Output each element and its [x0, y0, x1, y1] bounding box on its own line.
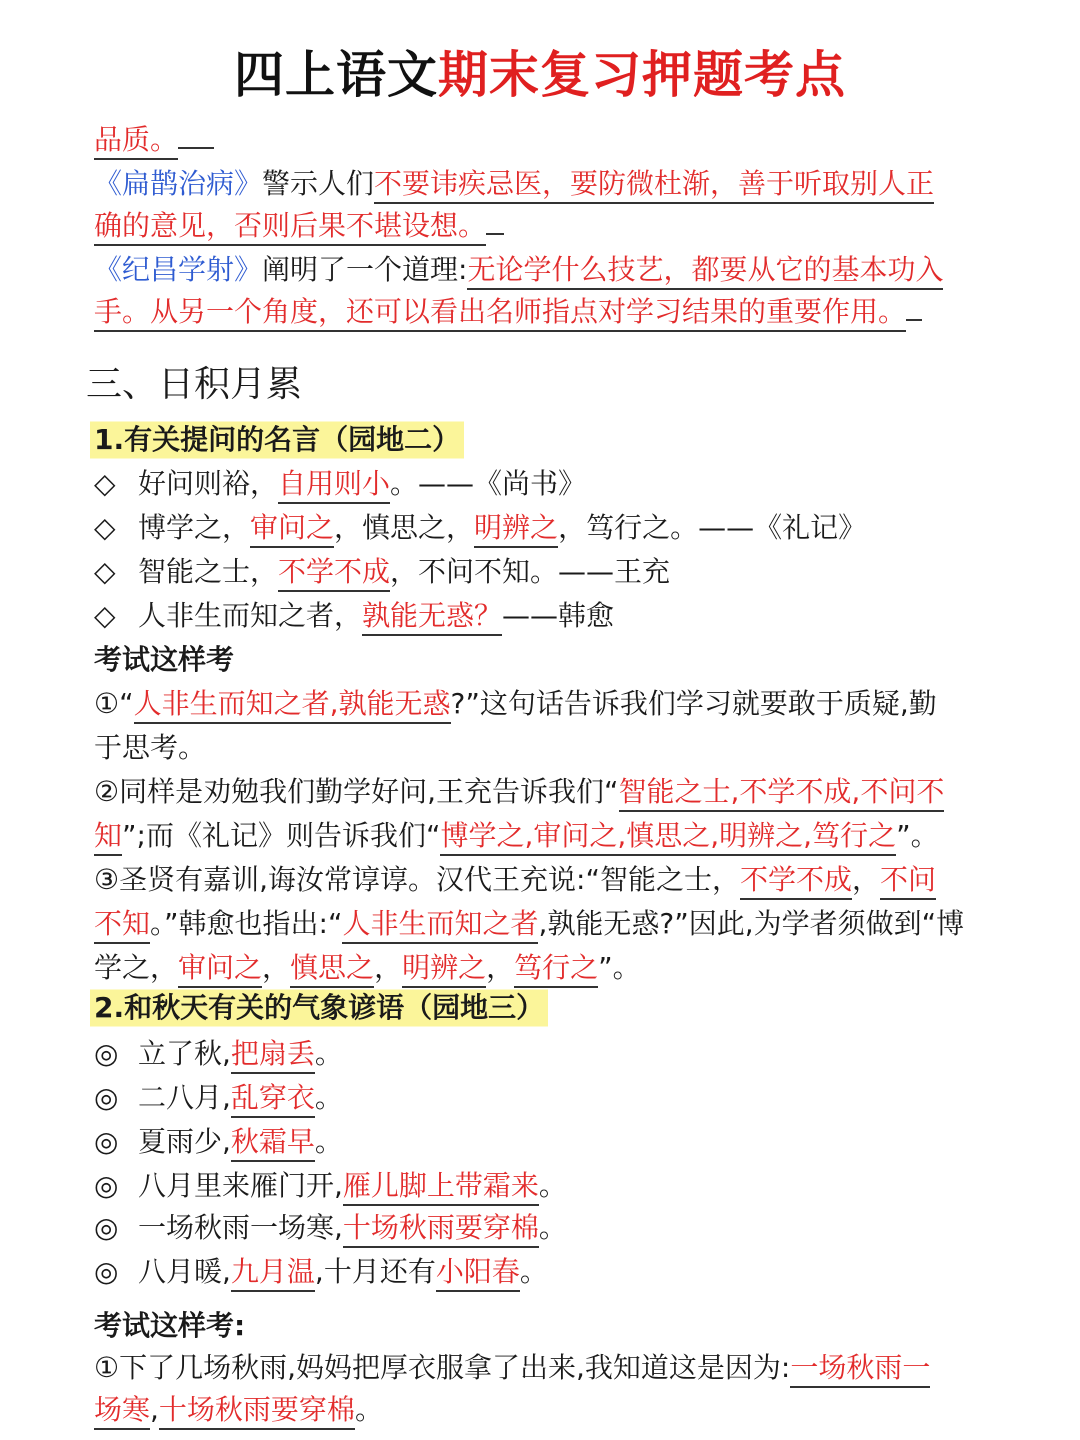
answer-text: 明辨之	[402, 951, 486, 988]
circle-icon: ◎	[94, 1125, 119, 1158]
top-line-4	[94, 248, 943, 292]
diamond-icon: ◇	[94, 599, 116, 632]
proverb-row-1	[94, 1032, 343, 1076]
exam1-q2-line2	[94, 814, 939, 858]
text-segment: 博学之，	[138, 511, 251, 544]
exam1-q3-line3	[94, 946, 641, 990]
circle-icon: ◎	[94, 1169, 119, 1202]
page-title	[0, 40, 1080, 110]
answer-text: 一场秋雨一	[790, 1351, 930, 1388]
subheading-2: 2.和秋天有关的气象谚语（园地三）	[90, 986, 548, 1030]
section-heading: 三、日积月累	[86, 364, 303, 405]
text-segment: ”。	[598, 951, 641, 984]
text-segment: 。	[314, 1037, 343, 1070]
answer-text: 人非生而知之者	[342, 907, 538, 944]
circle-icon: ◎	[94, 1255, 119, 1288]
diamond-icon: ◇	[94, 467, 116, 500]
answer-text: 确的意见，否则后果不堪设想。	[94, 209, 486, 246]
top-line-2	[94, 162, 934, 206]
text-segment: ②同样是劝勉我们勤学好问,王充告诉我们“	[94, 775, 619, 808]
proverb-row-5	[94, 1206, 567, 1250]
title-part2: 期末复习押题考点	[438, 46, 846, 104]
text-segment: ,十月还有	[314, 1255, 436, 1288]
answer-text: 不学不成	[278, 555, 390, 592]
text-segment: ，	[262, 951, 291, 984]
answer-text: 雁儿脚上带霜来	[343, 1169, 539, 1206]
answer-text: 乱穿衣	[231, 1081, 315, 1118]
answer-text: 手。从另一个角度，还可以看出名师指点对学习结果的重要作用。	[94, 295, 906, 332]
text-segment: ，	[851, 863, 880, 896]
text-segment: 阐明了一个道理:	[262, 253, 468, 286]
text-segment: 。	[354, 1393, 383, 1426]
top-line-5	[94, 290, 922, 334]
title-part1: 四上语文	[234, 46, 438, 104]
text-segment: 学之，	[94, 951, 179, 984]
proverb-row-2	[94, 1076, 343, 1120]
text-segment: ”。	[896, 819, 939, 852]
text-segment: 《纪昌学射》	[94, 253, 263, 286]
text-segment: ，不问不知。——王充	[390, 555, 671, 588]
text-segment: ③圣贤有嘉训,诲汝常谆谆。汉代王充说:“智能之士，	[94, 863, 740, 896]
answer-text: 笃行之	[514, 951, 598, 988]
proverb-row-6	[94, 1250, 548, 1294]
text-segment: 好问则裕，	[138, 467, 279, 500]
answer-text: 不问	[880, 863, 936, 900]
exam2-q1-line2	[94, 1388, 383, 1432]
text-segment: 。	[519, 1255, 548, 1288]
answer-text: 不学不成	[740, 863, 852, 900]
circle-icon: ◎	[94, 1037, 119, 1070]
exam-label-2: 考试这样考:	[94, 1309, 246, 1342]
proverb-row-4	[94, 1164, 567, 1208]
text-segment: 。”韩愈也指出:“	[150, 907, 343, 940]
exam-label-1: 考试这样考	[94, 643, 235, 676]
exam1-q1-line2	[94, 726, 206, 770]
answer-text: 无论学什么技艺，都要从它的基本功入	[467, 253, 943, 290]
answer-text: 不知	[94, 907, 150, 944]
text-segment: 八月里来雁门开,	[138, 1169, 343, 1202]
text-segment: 二八月,	[138, 1081, 231, 1114]
diamond-icon: ◇	[94, 555, 116, 588]
quote-row-4	[94, 594, 614, 638]
text-segment: 。	[314, 1125, 343, 1158]
quote-row-1	[94, 462, 586, 506]
answer-text: 博学之,审问之,慎思之,明辨之,笃行之	[440, 819, 896, 856]
text-segment: 夏雨少,	[138, 1125, 231, 1158]
diamond-icon: ◇	[94, 511, 116, 544]
text-segment: 智能之士，	[138, 555, 279, 588]
answer-text: 审问之	[178, 951, 262, 988]
text-segment: 于思考。	[94, 731, 207, 764]
answer-text: 知	[94, 819, 122, 856]
text-segment: ,孰能无惑?”因此,为学者须做到“博	[538, 907, 965, 940]
top-line-3	[94, 204, 504, 248]
text-segment: ”;而《礼记》则告诉我们“	[122, 819, 441, 852]
text-segment: 立了秋,	[138, 1037, 231, 1070]
answer-text: 人非生而知之者,孰能无惑	[134, 687, 451, 724]
text-segment: 。	[314, 1081, 343, 1114]
text-segment: ，慎思之，	[334, 511, 475, 544]
exam1-q1-line1	[94, 682, 937, 726]
text-segment: ，	[374, 951, 403, 984]
text-segment: 八月暖,	[138, 1255, 231, 1288]
answer-text: 小阳春	[436, 1255, 520, 1292]
answer-text: 孰能无惑？	[362, 599, 502, 636]
proverb-row-3	[94, 1120, 343, 1164]
answer-text: 十场秋雨要穿棉	[159, 1393, 355, 1430]
answer-text: 慎思之	[290, 951, 374, 988]
text-segment: 。	[538, 1169, 567, 1202]
answer-text: 十场秋雨要穿棉	[343, 1211, 539, 1248]
text-segment: 《扁鹊治病》	[94, 167, 263, 200]
text-segment: ?”这句话告诉我们学习就要敢于质疑,勤	[450, 687, 937, 720]
subheading-1: 1.有关提问的名言（园地二）	[90, 418, 464, 462]
answer-text: 秋霜早	[231, 1125, 315, 1162]
exam1-q3-line1	[94, 858, 936, 902]
top-line-1	[94, 118, 214, 162]
answer-text: 自用则小	[278, 467, 390, 504]
answer-text: 把扇丢	[231, 1037, 315, 1074]
exam1-q2-line1	[94, 770, 944, 814]
answer-text: 品质。	[94, 123, 178, 160]
quote-row-3	[94, 550, 670, 594]
circle-icon: ◎	[94, 1211, 119, 1244]
text-segment: 一场秋雨一场寒,	[138, 1211, 343, 1244]
answer-text: 九月温	[231, 1255, 315, 1292]
text-segment: 警示人们	[262, 167, 375, 200]
text-segment: ,	[150, 1393, 159, 1426]
exam2-q1-line1	[94, 1346, 930, 1390]
quote-row-2	[94, 506, 866, 550]
text-segment: 。	[538, 1211, 567, 1244]
answer-text: 明辨之	[474, 511, 558, 548]
answer-text: 场寒	[94, 1393, 150, 1430]
circle-icon: ◎	[94, 1081, 119, 1114]
text-segment: ——韩愈	[502, 599, 615, 632]
text-segment: ，	[486, 951, 515, 984]
exam1-q3-line2	[94, 902, 964, 946]
answer-text: 审问之	[250, 511, 334, 548]
text-segment: 。——《尚书》	[390, 467, 587, 500]
text-segment: 人非生而知之者，	[138, 599, 363, 632]
text-segment: ，笃行之。——《礼记》	[558, 511, 867, 544]
text-segment: ①下了几场秋雨,妈妈把厚衣服拿了出来,我知道这是因为:	[94, 1351, 791, 1384]
answer-text: 智能之士,不学不成,不问不	[619, 775, 945, 812]
text-segment: ①“	[94, 687, 134, 720]
answer-text: 不要讳疾忌医，要防微杜渐，善于听取别人正	[374, 167, 934, 204]
